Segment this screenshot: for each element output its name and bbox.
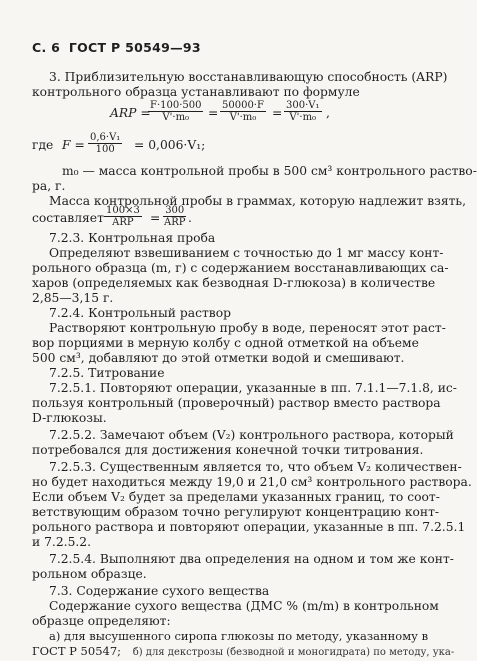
paragraph-line: 500 см³, добавляют до этой отметки водой и смешивают. <box>32 351 405 365</box>
paragraph-line: 2,85—3,15 г. <box>32 291 114 305</box>
fraction <box>88 132 122 155</box>
paragraph-line: 3. Приблизительную восстанавливающую способность (ARP) <box>49 70 448 84</box>
fraction-denominator: V'·m₀ <box>229 112 257 123</box>
paragraph-line: ра, г. <box>32 179 66 193</box>
page-header <box>32 40 201 55</box>
list-item-text: б) для декстрозы (безводной и моногидрата) по методу, ука- <box>132 647 455 658</box>
fraction-denominator: ARP <box>164 217 186 228</box>
period: . <box>188 211 192 225</box>
section-heading: 7.2.4. Контрольный раствор <box>49 306 231 320</box>
fraction <box>220 100 266 123</box>
formula-lhs: ARP = <box>110 106 151 120</box>
formula-result: = 0,006·V₁; <box>134 138 206 152</box>
fraction-numerator: 300·V₁ <box>286 100 320 111</box>
paragraph-line: Масса контрольной пробы в граммах, которую надлежит взять, <box>49 194 466 208</box>
paragraph-line: рольного образца (m, г) с содержанием восстанавливающих са- <box>32 261 449 275</box>
fraction-numerator: 300 <box>165 205 185 216</box>
list-item-text: а) для высушенного сиропа глюкозы по методу, указанному в <box>49 629 429 643</box>
fraction <box>148 100 203 123</box>
list-item <box>49 629 429 644</box>
paragraph-line: потребовался для достижения конечной точки титрования. <box>32 443 424 457</box>
list-item-text: ГОСТ Р 50547; <box>32 644 122 658</box>
equals-sign: = <box>150 211 161 225</box>
list-item-continuation <box>32 644 454 660</box>
paragraph-line: вор порциями в мерную колбу с одной отметкой на объеме <box>32 336 419 350</box>
paragraph-line: и 7.2.5.2. <box>32 535 92 549</box>
fraction-numerator: F·100·500 <box>150 100 202 111</box>
paragraph-line: рольного раствора и повторяют операции, указанные в пп. 7.2.5.1 <box>32 520 466 534</box>
fraction-denominator: ARP <box>112 217 134 228</box>
section-heading: 7.2.3. Контрольная проба <box>49 231 216 245</box>
equals-sign: = <box>272 106 283 120</box>
paragraph-line: 7.2.5.1. Повторяют операции, указанные в пп. 7.1.1—7.1.8, ис- <box>49 381 457 395</box>
paragraph-line: образце определяют: <box>32 614 171 628</box>
paragraph-line: Если объем V₂ будет за пределами указанных границ, то соот- <box>32 490 440 504</box>
fraction-denominator: 100 <box>95 144 115 155</box>
mass-prefix: составляет <box>32 211 104 225</box>
paragraph-line: но будет находиться между 19,0 и 21,0 см³ контрольного раствора. <box>32 475 472 489</box>
paragraph-line: Растворяют контрольную пробу в воде, переносят этот раст- <box>49 321 446 335</box>
paragraph-line: 7.2.5.2. Замечают объем (V₂) контрольного раствора, который <box>49 428 454 442</box>
equals-sign: = <box>208 106 219 120</box>
paragraph-line: рольном образце. <box>32 567 147 581</box>
paragraph-line: харов (определяемых как безводная D-глюкоза) в количестве <box>32 276 436 290</box>
fraction-numerator: 100×3 <box>106 205 140 216</box>
paragraph-line: Содержание сухого вещества (ДМС % (m/m) в контрольном <box>49 599 439 613</box>
paragraph-line: контрольного образца устанавливают по формуле <box>32 85 360 99</box>
fraction-denominator: V'·m₀ <box>162 112 190 123</box>
fraction-denominator: V'·m₀ <box>289 112 317 123</box>
section-heading: 7.2.5. Титрование <box>49 366 165 380</box>
standard-code: ГОСТ Р 50549—93 <box>68 40 201 55</box>
fraction-numerator: 50000·F <box>222 100 264 111</box>
paragraph-line: пользуя контрольный (проверочный) раствор вместо раствора <box>32 396 441 410</box>
fraction-numerator: 0,6·V₁ <box>90 132 121 143</box>
paragraph-line: D-глюкозы. <box>32 411 107 425</box>
page-number: С. 6 <box>32 40 61 55</box>
paragraph-line: m₀ — масса контрольной пробы в 500 см³ контрольного раство- <box>62 164 477 178</box>
fraction <box>284 100 322 123</box>
paragraph-line: 7.2.5.4. Выполняют два определения на одном и том же конт- <box>49 552 454 566</box>
comma: , <box>326 106 330 120</box>
where-word: где <box>32 138 54 152</box>
fraction <box>104 205 142 228</box>
section-heading: 7.3. Содержание сухого вещества <box>49 584 270 598</box>
fraction <box>162 205 187 228</box>
paragraph-line: Определяют взвешиванием с точностью до 1 мг массу конт- <box>49 246 444 260</box>
formula-lhs: F = <box>62 138 85 152</box>
paragraph-line: 7.2.5.3. Существенным является то, что объем V₂ количествен- <box>49 460 462 474</box>
paragraph-line: ветствующим образом точно регулируют концентрацию конт- <box>32 505 440 519</box>
